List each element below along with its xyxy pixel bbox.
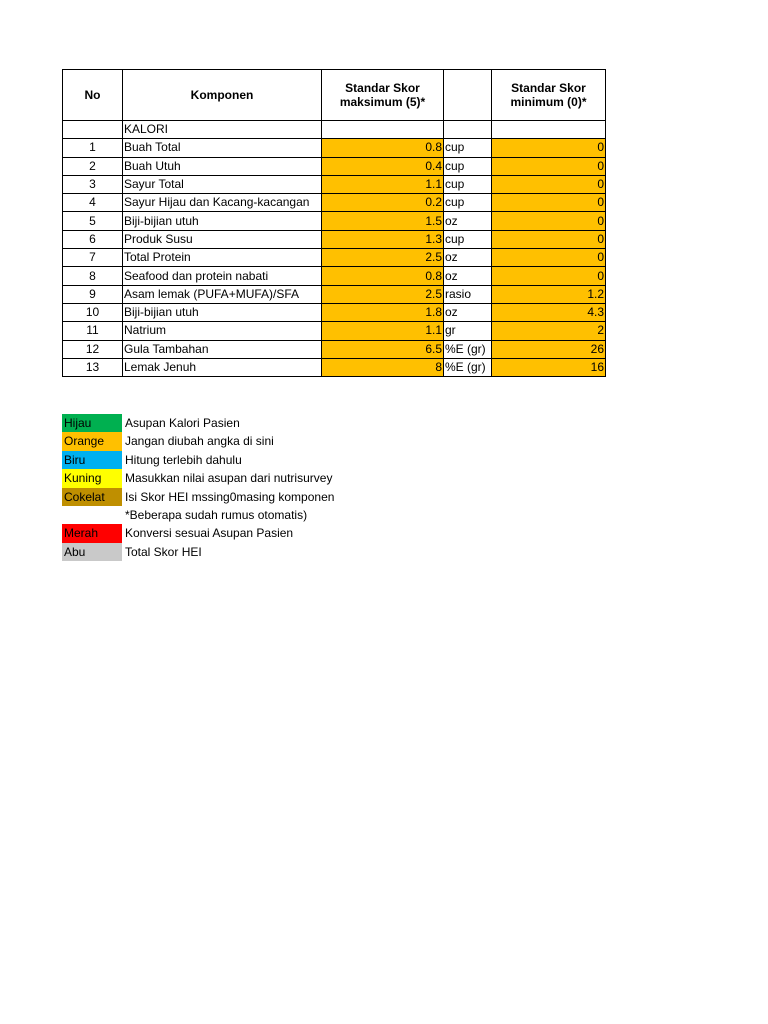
row-component-cell[interactable]: Produk Susu: [123, 230, 322, 248]
row-unit-cell[interactable]: oz: [444, 267, 492, 285]
legend-item: [62, 469, 334, 487]
row-unit-cell[interactable]: cup: [444, 139, 492, 157]
table-row: [63, 303, 606, 321]
row-component-cell[interactable]: Gula Tambahan: [123, 340, 322, 358]
row-min-score-cell[interactable]: 2: [492, 322, 606, 340]
row-no-cell[interactable]: 4: [63, 194, 123, 212]
row-unit-cell[interactable]: cup: [444, 157, 492, 175]
row-component-cell[interactable]: Biji-bijian utuh: [123, 303, 322, 321]
row-no-cell[interactable]: 13: [63, 358, 123, 376]
section-row: [63, 121, 606, 139]
legend-description[interactable]: Asupan Kalori Pasien: [125, 416, 240, 430]
row-component-cell[interactable]: Lemak Jenuh: [123, 358, 322, 376]
section-max-cell[interactable]: [322, 121, 444, 139]
row-max-score-cell[interactable]: 2.5: [322, 249, 444, 267]
legend-item: [62, 414, 334, 432]
legend-description[interactable]: *Beberapa sudah rumus otomatis): [125, 507, 308, 522]
row-min-score-cell[interactable]: 0: [492, 249, 606, 267]
row-max-score-cell[interactable]: 0.8: [322, 267, 444, 285]
row-min-score-cell[interactable]: 0: [492, 267, 606, 285]
row-no-cell[interactable]: 3: [63, 175, 123, 193]
legend-description[interactable]: Hitung terlebih dahulu: [125, 452, 242, 467]
row-min-score-cell[interactable]: 0: [492, 212, 606, 230]
row-component-cell[interactable]: Sayur Hijau dan Kacang-kacangan: [123, 194, 322, 212]
row-component-cell[interactable]: Asam lemak (PUFA+MUFA)/SFA: [123, 285, 322, 303]
legend-color-swatch[interactable]: Biru: [62, 451, 122, 469]
row-max-score-cell[interactable]: 1.1: [322, 322, 444, 340]
header-no[interactable]: No: [63, 70, 123, 121]
legend-item: [62, 432, 334, 450]
legend-description[interactable]: Masukkan nilai asupan dari nutrisurvey: [125, 471, 333, 486]
table-row: [63, 285, 606, 303]
legend-color-swatch[interactable]: Merah: [62, 524, 122, 542]
row-unit-cell[interactable]: oz: [444, 212, 492, 230]
table-row: [63, 139, 606, 157]
legend-description[interactable]: Konversi sesuai Asupan Pasien: [125, 526, 294, 541]
header-min-score[interactable]: Standar Skor minimum (0)*: [492, 70, 606, 121]
table-row: [63, 230, 606, 248]
row-no-cell[interactable]: 2: [63, 157, 123, 175]
row-component-cell[interactable]: Biji-bijian utuh: [123, 212, 322, 230]
legend-color-swatch[interactable]: Cokelat: [62, 488, 122, 506]
legend-description[interactable]: Isi Skor HEI mssing0masing komponen: [125, 489, 335, 504]
row-no-cell[interactable]: 5: [63, 212, 123, 230]
table-row: [63, 175, 606, 193]
legend-color-swatch[interactable]: Kuning: [62, 469, 122, 487]
table-row: [63, 157, 606, 175]
table-row: [63, 249, 606, 267]
row-max-score-cell[interactable]: 1.3: [322, 230, 444, 248]
row-component-cell[interactable]: Total Protein: [123, 249, 322, 267]
row-max-score-cell[interactable]: 8: [322, 358, 444, 376]
color-legend: [62, 414, 334, 561]
row-no-cell[interactable]: 11: [63, 322, 123, 340]
hei-standard-table: [62, 69, 606, 377]
legend-color-swatch[interactable]: Orange: [62, 432, 122, 450]
row-unit-cell[interactable]: oz: [444, 249, 492, 267]
row-min-score-cell[interactable]: 4.3: [492, 303, 606, 321]
header-unit[interactable]: [444, 70, 492, 121]
row-component-cell[interactable]: Sayur Total: [123, 175, 322, 193]
row-max-score-cell[interactable]: 0.8: [322, 139, 444, 157]
row-min-score-cell[interactable]: 0: [492, 194, 606, 212]
table-row: [63, 267, 606, 285]
header-max-score[interactable]: Standar Skor maksimum (5)*: [322, 70, 444, 121]
row-max-score-cell[interactable]: 1.5: [322, 212, 444, 230]
legend-description[interactable]: Total Skor HEI: [125, 544, 202, 559]
row-component-cell[interactable]: Buah Utuh: [123, 157, 322, 175]
row-min-score-cell[interactable]: 16: [492, 358, 606, 376]
table-row: [63, 340, 606, 358]
row-min-score-cell[interactable]: 1.2: [492, 285, 606, 303]
section-unit-cell[interactable]: [444, 121, 492, 139]
row-unit-cell[interactable]: %E (gr): [444, 358, 492, 376]
row-min-score-cell[interactable]: 0: [492, 175, 606, 193]
row-max-score-cell[interactable]: 1.8: [322, 303, 444, 321]
row-unit-cell[interactable]: oz: [444, 303, 492, 321]
section-label[interactable]: KALORI: [123, 121, 322, 139]
row-min-score-cell[interactable]: 26: [492, 340, 606, 358]
legend-color-swatch[interactable]: [62, 506, 122, 524]
legend-description[interactable]: Jangan diubah angka di sini: [125, 434, 274, 449]
row-no-cell[interactable]: 12: [63, 340, 123, 358]
legend-item: [62, 506, 334, 524]
row-max-score-cell[interactable]: 0.4: [322, 157, 444, 175]
row-unit-cell[interactable]: gr: [444, 322, 492, 340]
header-component[interactable]: Komponen: [123, 70, 322, 121]
legend-color-swatch[interactable]: Hijau: [62, 414, 122, 432]
row-max-score-cell[interactable]: 1.1: [322, 175, 444, 193]
row-no-cell[interactable]: 7: [63, 249, 123, 267]
legend-item: [62, 543, 334, 561]
row-unit-cell[interactable]: cup: [444, 230, 492, 248]
table-row: [63, 194, 606, 212]
row-min-score-cell[interactable]: 0: [492, 139, 606, 157]
row-component-cell[interactable]: Buah Total: [123, 139, 322, 157]
table-row: [63, 322, 606, 340]
row-unit-cell[interactable]: rasio: [444, 285, 492, 303]
table-row: [63, 212, 606, 230]
row-max-score-cell[interactable]: 6.5: [322, 340, 444, 358]
row-max-score-cell[interactable]: 2.5: [322, 285, 444, 303]
section-no-cell[interactable]: [63, 121, 123, 139]
legend-item: [62, 524, 334, 542]
row-unit-cell[interactable]: cup: [444, 194, 492, 212]
row-no-cell[interactable]: 10: [63, 303, 123, 321]
row-component-cell[interactable]: Natrium: [123, 322, 322, 340]
table-row: [63, 358, 606, 376]
row-min-score-cell[interactable]: 0: [492, 157, 606, 175]
row-unit-cell[interactable]: cup: [444, 175, 492, 193]
row-max-score-cell[interactable]: 0.2: [322, 194, 444, 212]
row-no-cell[interactable]: 9: [63, 285, 123, 303]
row-min-score-cell[interactable]: 0: [492, 230, 606, 248]
row-no-cell[interactable]: 1: [63, 139, 123, 157]
row-component-cell[interactable]: Seafood dan protein nabati: [123, 267, 322, 285]
legend-item: [62, 488, 334, 506]
legend-color-swatch[interactable]: Abu: [62, 543, 122, 561]
legend-item: [62, 451, 334, 469]
section-min-cell[interactable]: [492, 121, 606, 139]
row-unit-cell[interactable]: %E (gr): [444, 340, 492, 358]
row-no-cell[interactable]: 6: [63, 230, 123, 248]
table-header-row: [63, 70, 606, 121]
row-no-cell[interactable]: 8: [63, 267, 123, 285]
